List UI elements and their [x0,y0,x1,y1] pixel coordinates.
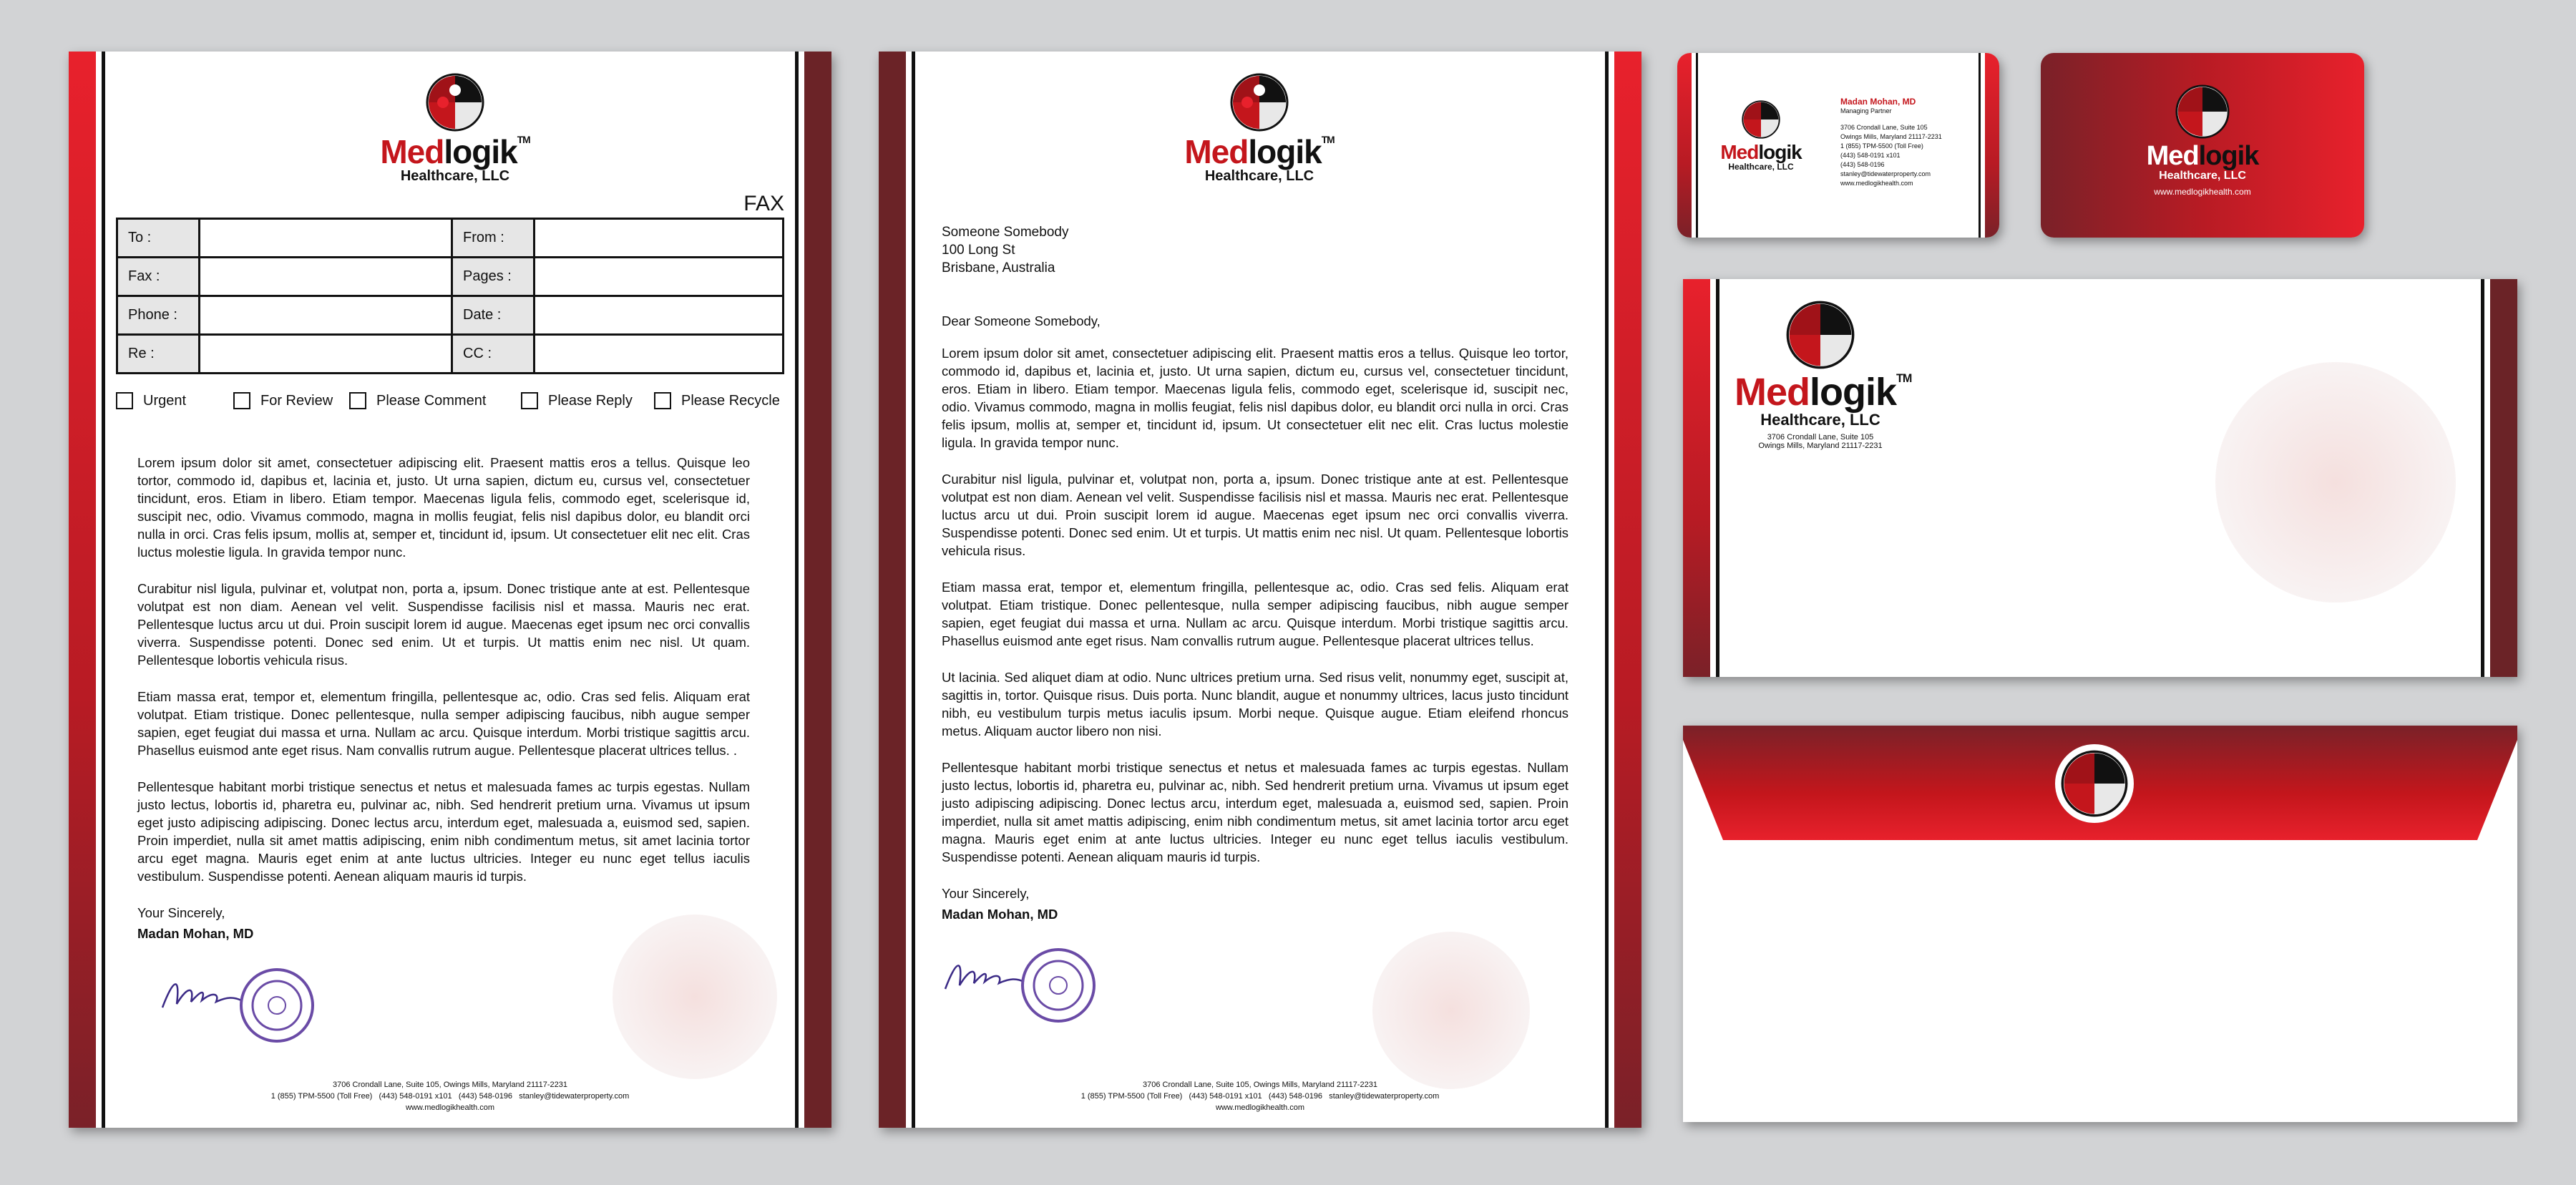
signature-icon [942,953,1028,996]
envelope-seal [2055,744,2134,823]
checkbox-icon [116,392,133,409]
fax-to-field[interactable] [200,219,452,258]
footer-address: 3706 Crondall Lane, Suite 105, Owings Mills, Maryland 21117-2231 [333,1081,567,1089]
paragraph: Pellentesque habitant morbi tristique senectus et netus et malesuada fames ac turpis egestas. Nullam justo lectus, lobortis id, pharetra eu, pulvinar ac, nibh. Sed hendrerit pretium urna. Vivamus ut ipsum eget justo adipiscing adipiscing. Donec lectus arcu, interdum eget, malesuada a, euismod sed, sapien. Proin imperdiet, nulla sit amet mattis adipiscing, enim nibh condimentum metus, sit amet lacinia tortor arcu eget magna. Mauris eget enim at ante luctus ultricies. Integer eu nunc eget tellus iaculis vestibulum. Suspendisse potenti. Aenean aliquam mauris id turpis. [942,760,1568,864]
checkbox-for-review[interactable]: For Review [233,392,333,409]
card-left-rule [1696,53,1698,238]
paragraph: Ut lacinia. Sed aliquet diam at odio. Nunc ultrices pretium urna. Sed risus velit, nonummy eget, suscipit at, sagittis in, tortor. Quisque risus. Duis porta. Nunc blandit, augue et nonummy ultrices, lacus justo tincidunt nibh, eu vestibulum turpis metus iaculis ipsum. Morbi neque. Quisque augue. Etiam eleifend rhoncus metus. Aliquam auctor libero non nisi. [942,670,1568,738]
footer-phone-1: 1 (855) TPM-5500 (Toll Free) [270,1092,373,1101]
fax-to-label: To : [117,219,200,258]
compliment-slip [1683,279,2517,677]
card-name: Madan Mohan, MD [1840,97,1916,107]
checkbox-please-comment[interactable]: Please Comment [349,392,486,409]
fax-re-label: Re : [117,335,200,374]
puzzle-logo-icon [1230,73,1289,132]
checkbox-icon [233,392,250,409]
checkbox-please-reply[interactable]: Please Reply [521,392,633,409]
fax-logo: Medlogik™ Healthcare, LLC [369,73,541,184]
card-right-stripe [1985,53,1999,238]
closing: Your Sincerely, [137,905,225,920]
table-row [117,296,784,335]
paragraph: Etiam massa erat, tempor et, elementum fringilla, pellentesque ac, odio. Cras sed felis. Aliquam erat volutpat. Etiam tristique. Donec pellentesque, nulla semper adipiscing faucibus, nibh augue semper sapien, eget feugiat dui massa et urna. Nullam ac arcu. Quisque interdum. Morbi tristique sagittis arcu. Phasellus euismod ante eget risus. Nam convallis rutrum augue. Pellentesque placerat ultrices tellus. [942,580,1568,648]
fax-right-stripe [804,52,831,1128]
fax-date-label: Date : [452,296,535,335]
fax-sheet [69,52,831,1128]
fax-phone-label: Phone : [117,296,200,335]
paragraph: Curabitur nisl ligula, pulvinar et, volutpat non, porta a, ipsum. Donec tristique ante at est. Pellentesque volutpat est non diam. Aenean vel velit. Suspendisse facilisis nisl et massa. Mauris nec erat. Pellentesque luctus arcu ut dui. Proin suscipit lorem id augue. Maecenas eget ipsum nec orci convallis viverra. Suspendisse potenti. Donec sed enim. Ut et turpis. Ut mattis enim nec nisl. Ut quam. Pellentesque lobortis vehicula risus. [942,472,1568,558]
footer-phone-2: (443) 548-0191 x101 [1189,1092,1262,1101]
fax-from-label: From : [452,219,535,258]
fax-cc-field[interactable] [535,335,784,374]
fax-heading: FAX [743,192,784,215]
stamp-icon [1019,946,1098,1025]
slip-logo: Medlogik™ Healthcare, LLC 3706 Crondall Lane, Suite 105 Owings Mills, Maryland 21117-2231 [1735,301,1906,450]
checkbox-icon [521,392,538,409]
puzzle-logo-icon [2061,750,2128,817]
signer-name: Madan Mohan, MD [942,907,1058,922]
puzzle-logo-icon [1786,301,1855,369]
fax-right-rule [795,52,799,1128]
letter-recipient [942,223,1068,277]
letter-right-stripe [1614,52,1641,1128]
letter-right-rule [1605,52,1609,1128]
card-back-logo: Medlogik Healthcare, LLC www.medlogikhealth.com [2131,84,2274,197]
business-card-front [1677,53,1999,238]
card-phone-3: (443) 548-0196 [1840,161,1885,168]
slip-right-stripe [2490,279,2517,677]
footer-email: stanley@tidewaterproperty.com [519,1092,630,1101]
watermark-logo [2215,362,2456,603]
card-address-2: Owings Mills, Maryland 21117-2231 [1840,133,1942,140]
footer-contacts [69,1091,831,1102]
fax-fax-field[interactable] [200,258,452,296]
letterhead-sheet [879,52,1641,1128]
card-address-1: 3706 Crondall Lane, Suite 105 [1840,124,1928,131]
fax-fax-label: Fax : [117,258,200,296]
letter-left-rule [912,52,915,1128]
puzzle-logo-icon [1742,100,1780,139]
greeting: Dear Someone Somebody, [942,313,1101,328]
fax-header-table [116,218,784,374]
paragraph: Lorem ipsum dolor sit amet, consectetuer adipiscing elit. Praesent mattis eros a tellus. Quisque leo tortor, commodo id, dapibus et, lacinia et, justo. Ut urna sapien, dictum eu, cursus vel, consectetuer tincidunt, eros. Etiam in libero. Etiam tempor. Maecenas ligula felis, commodo eget, scelerisque id, suscipit nec, odio. Vivamus commodo, magna in mollis feugiat, felis nisl dapibus dolor, eu blandit orci nulla in orci. Cras felis ipsum, mollis at, semper et, tincidunt id, ipsum. Ut consectetuer elit nec elit. Cras luctus molestie ligula. In gravida tempor nunc. [942,346,1568,450]
letter-footer [879,1079,1641,1113]
fax-body [137,454,750,961]
fax-re-field[interactable] [200,335,452,374]
footer-phone-3: (443) 548-0196 [1268,1092,1323,1101]
letter-left-stripe [879,52,906,1128]
card-website: www.medlogikhealth.com [1840,180,1913,187]
envelope [1683,726,2517,1122]
footer-phone-1: 1 (855) TPM-5500 (Toll Free) [1080,1092,1183,1101]
footer-contacts [879,1091,1641,1102]
card-phone-1: 1 (855) TPM-5500 (Toll Free) [1840,142,1923,150]
fax-date-field[interactable] [535,296,784,335]
card-title: Managing Partner [1840,107,1892,114]
slip-address-1: 3706 Crondall Lane, Suite 105 [1767,433,1874,442]
fax-left-rule [102,52,105,1128]
card-phone-2: (443) 548-0191 x101 [1840,152,1901,159]
watermark-logo [1372,932,1530,1089]
puzzle-logo-icon [2175,84,2230,139]
paragraph: Etiam massa erat, tempor et, elementum fringilla, pellentesque ac, odio. Cras sed felis. Aliquam erat volutpat. Etiam tristique. Donec pellentesque, nulla semper adipiscing faucibus, nibh augue semper sapien, eget feugiat dui massa et urna. Nullam ac arcu. Quisque interdum. Morbi tristique sagittis arcu. Phasellus euismod ante eget risus. Nam convallis rutrum augue. Pellentesque placerat ultrices tellus. . [137,689,750,758]
recipient-name: Someone Somebody [942,225,1069,240]
stamp-icon [238,966,316,1045]
card-logo: Medlogik Healthcare, LLC [1714,100,1807,172]
recipient-street: 100 Long St [942,243,1015,258]
card-details [1840,97,1984,188]
slip-left-stripe [1683,279,1710,677]
card-back-website: www.medlogikhealth.com [2154,186,2251,197]
footer-email: stanley@tidewaterproperty.com [1329,1092,1440,1101]
table-row [117,258,784,296]
closing: Your Sincerely, [942,886,1030,901]
footer-phone-3: (443) 548-0196 [458,1092,513,1101]
puzzle-logo-icon [426,73,484,132]
signature-icon [159,972,245,1015]
fax-left-stripe [69,52,96,1128]
table-row [117,335,784,374]
paragraph: Pellentesque habitant morbi tristique senectus et netus et malesuada fames ac turpis egestas. Nullam justo lectus, lobortis id, pharetra eu, pulvinar ac, nibh. Sed hendrerit pretium urna. Vivamus ut ipsum eget justo adipiscing adipiscing. Donec lectus arcu, interdum eget, malesuada a, euismod sed, sapien. Proin imperdiet, nulla sit amet mattis adipiscing, enim nibh condimentum metus, sit amet lacinia tortor arcu eget magna. Mauris eget enim at ante luctus ultricies. Integer eu nunc eget tellus iaculis vestibulum. Suspendisse potenti. Aenean aliquam mauris id turpis. [137,779,750,884]
footer-website: www.medlogikhealth.com [405,1103,495,1112]
card-left-stripe [1677,53,1692,238]
fax-cc-label: CC : [452,335,535,374]
letter-body [942,312,1568,942]
fax-pages-field[interactable] [535,258,784,296]
paragraph: Lorem ipsum dolor sit amet, consectetuer adipiscing elit. Praesent mattis eros a tellus. Quisque leo tortor, commodo id, dapibus et, lacinia et, justo. Ut urna sapien, dictum eu, cursus vel, consectetuer tincidunt, eros. Etiam in libero. Etiam tempor. Maecenas ligula felis, commodo eget, scelerisque id, suscipit nec, odio. Vivamus commodo, magna in mollis feugiat, felis nisl dapibus dolor, eu blandit orci nulla in orci. Cras felis ipsum, mollis at, semper et, tincidunt id, ipsum. Ut consectetuer elit nec elit. Cras luctus molestie ligula. In gravida tempor nunc. [137,455,750,560]
fax-pages-label: Pages : [452,258,535,296]
signer-name: Madan Mohan, MD [137,926,254,941]
letter-logo: Medlogik™ Healthcare, LLC [1174,73,1345,184]
checkbox-urgent[interactable]: Urgent [116,392,186,409]
footer-address: 3706 Crondall Lane, Suite 105, Owings Mills, Maryland 21117-2231 [1143,1081,1377,1089]
business-card-back [2041,53,2364,238]
checkbox-icon [654,392,671,409]
checkbox-please-recycle[interactable]: Please Recycle [654,392,780,409]
slip-left-rule [1716,279,1719,677]
slip-right-rule [2481,279,2484,677]
paragraph: Curabitur nisl ligula, pulvinar et, volutpat non, porta a, ipsum. Donec tristique ante at est. Pellentesque volutpat est non diam. Aenean vel velit. Suspendisse facilisis nisl et massa. Mauris nec erat. Pellentesque luctus arcu ut dui. Proin suscipit lorem id augue. Maecenas eget ipsum nec orci convallis viverra. Suspendisse potenti. Donec sed enim. Ut et turpis. Ut mattis enim nec nisl. Ut quam. Pellentesque lobortis vehicula risus. [137,581,750,668]
fax-phone-field[interactable] [200,296,452,335]
table-row [117,219,784,258]
fax-footer [69,1079,831,1113]
footer-phone-2: (443) 548-0191 x101 [379,1092,452,1101]
checkbox-icon [349,392,366,409]
slip-address-2: Owings Mills, Maryland 21117-2231 [1758,442,1883,451]
footer-website: www.medlogikhealth.com [1215,1103,1305,1112]
card-email: stanley@tidewaterproperty.com [1840,170,1931,177]
recipient-city: Brisbane, Australia [942,260,1055,275]
fax-from-field[interactable] [535,219,784,258]
